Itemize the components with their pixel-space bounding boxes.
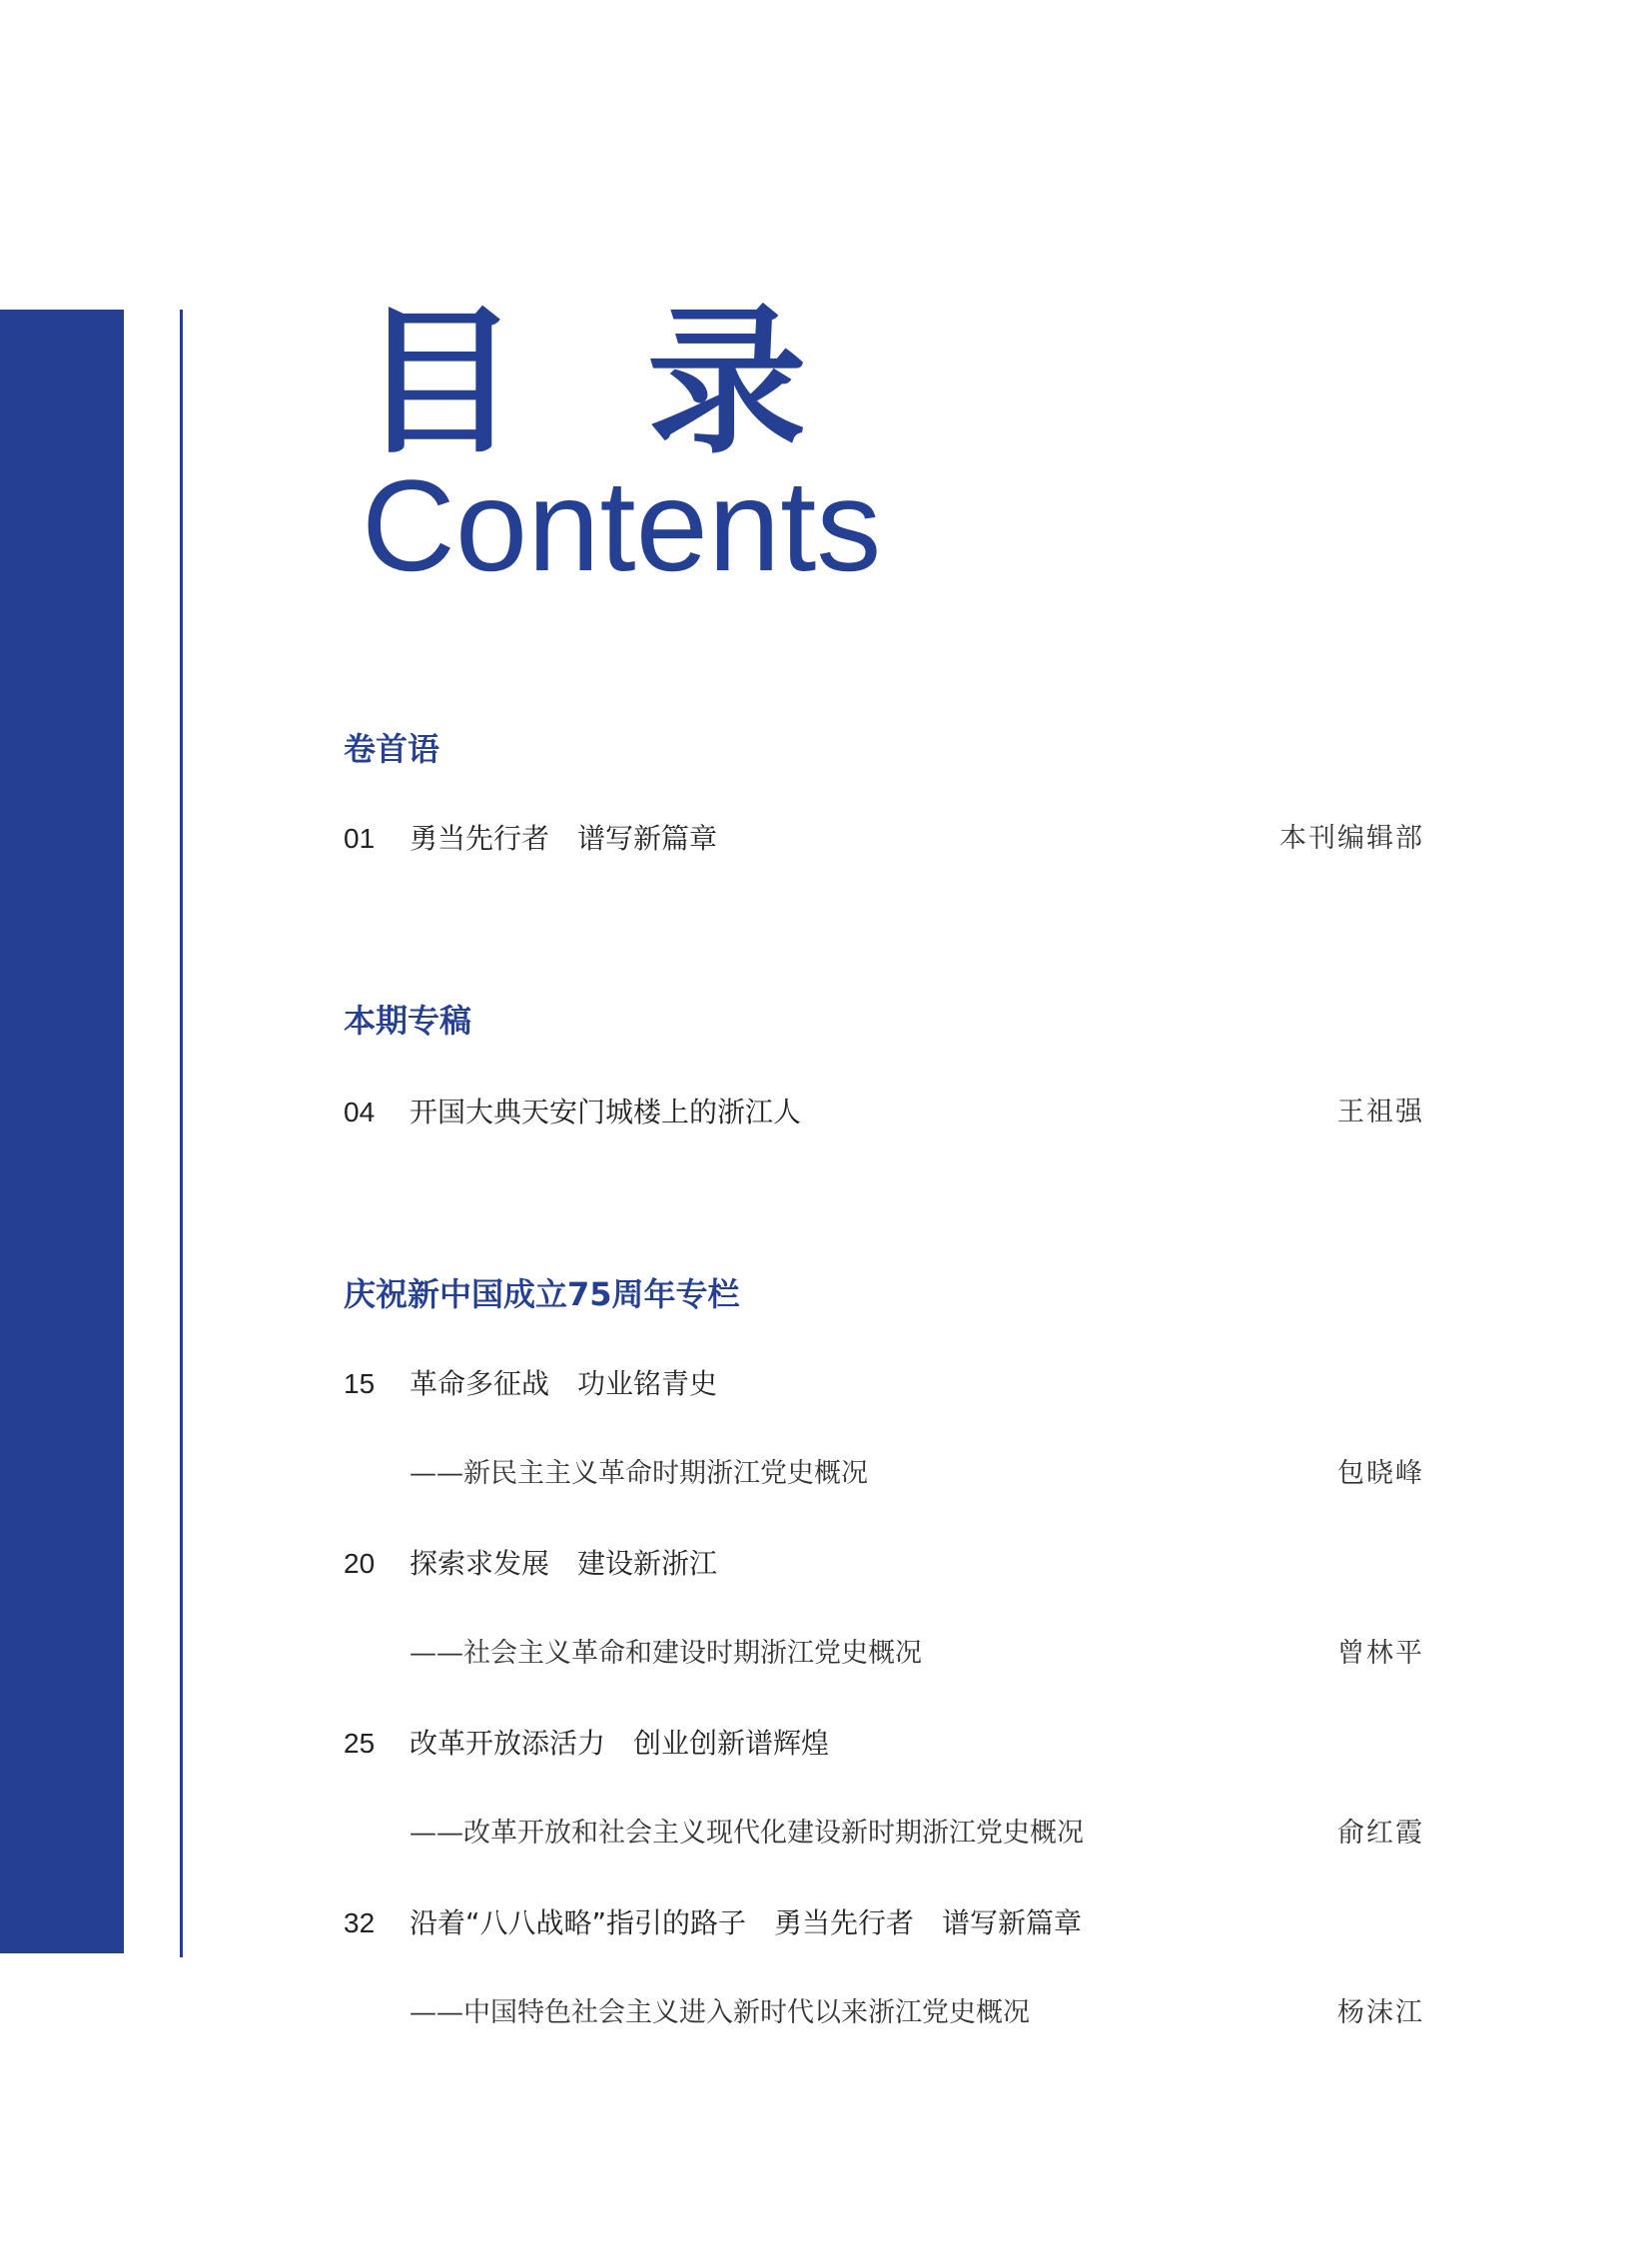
page-title-chinese: 目 录 xyxy=(360,289,843,475)
toc-entry[interactable] xyxy=(344,1903,1424,1943)
entry-subtitle: ——改革开放和社会主义现代化建设新时期浙江党史概况 xyxy=(410,1818,1084,1849)
section-title-foreword: 卷首语 xyxy=(344,730,440,768)
side-color-bar xyxy=(0,310,124,1953)
entry-title: 勇当先行者 谱写新篇章 xyxy=(410,822,718,855)
toc-entry-subtitle-row xyxy=(410,1814,1424,1854)
entry-subtitle: ——社会主义革命和建设时期浙江党史概况 xyxy=(410,1638,922,1669)
entry-page-number: 01 xyxy=(344,823,376,854)
entry-author: 王祖强 xyxy=(1337,1097,1424,1127)
entry-author: 曾林平 xyxy=(1337,1638,1424,1669)
toc-entry-subtitle-row xyxy=(410,1634,1424,1674)
side-divider-line xyxy=(180,310,183,1957)
entry-title: 沿着“八八战略”指引的路子 勇当先行者 谱写新篇章 xyxy=(410,1906,1083,1939)
entry-subtitle: ——新民主主义革命时期浙江党史概况 xyxy=(410,1458,868,1489)
entry-page-number: 25 xyxy=(344,1728,376,1759)
page-title-english: Contents xyxy=(362,452,882,598)
entry-title: 革命多征战 功业铭青史 xyxy=(410,1367,718,1400)
toc-entry-subtitle-row xyxy=(410,1454,1424,1494)
entry-title: 探索求发展 建设新浙江 xyxy=(410,1547,718,1580)
section-title-anniversary: 庆祝新中国成立75周年专栏 xyxy=(344,1275,740,1313)
toc-entry[interactable] xyxy=(344,1724,1424,1764)
toc-entry-subtitle-row xyxy=(410,1993,1424,2033)
entry-page-number: 20 xyxy=(344,1548,376,1579)
entry-author: 杨沫江 xyxy=(1337,1997,1424,2028)
entry-page-number: 32 xyxy=(344,1907,376,1938)
entry-author: 俞红霞 xyxy=(1337,1818,1424,1849)
entry-subtitle: ——中国特色社会主义进入新时代以来浙江党史概况 xyxy=(410,1997,1030,2028)
entry-page-number: 15 xyxy=(344,1368,376,1399)
toc-entry[interactable] xyxy=(344,819,1424,859)
entry-author: 本刊编辑部 xyxy=(1279,823,1424,854)
entry-page-number: 04 xyxy=(344,1097,376,1127)
entry-author: 包晓峰 xyxy=(1337,1458,1424,1489)
entry-title: 开国大典天安门城楼上的浙江人 xyxy=(410,1096,802,1128)
toc-entry[interactable] xyxy=(344,1544,1424,1584)
toc-entry[interactable] xyxy=(344,1093,1424,1132)
section-title-feature: 本期专稿 xyxy=(344,1002,472,1040)
entry-title: 改革开放添活力 创业创新谱辉煌 xyxy=(410,1727,830,1760)
toc-entry[interactable] xyxy=(344,1364,1424,1404)
